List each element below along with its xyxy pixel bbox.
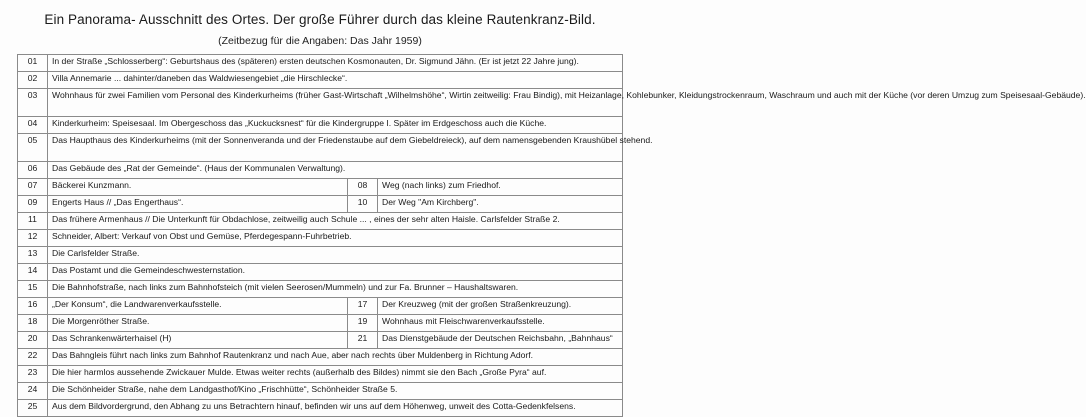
table-row <box>18 298 623 315</box>
table-row <box>18 89 623 117</box>
entry-number: 17 <box>348 298 378 315</box>
table-row <box>18 383 623 400</box>
entry-number: 14 <box>18 264 48 281</box>
entry-number: 24 <box>18 383 48 400</box>
entry-text: Die Schönheider Straße, nahe dem Landgasthof/Kino „Frischhütte“, Schönheider Straße 5. <box>48 383 623 400</box>
entry-number: 16 <box>18 298 48 315</box>
entry-number: 07 <box>18 179 48 196</box>
entry-text: Villa Annemarie ... dahinter/daneben das Waldwiesengebiet „die Hirschlecke“. <box>48 72 623 89</box>
table-row <box>18 400 623 417</box>
entry-number: 21 <box>348 332 378 349</box>
table-row <box>18 332 623 349</box>
entry-number: 06 <box>18 162 48 179</box>
legend-table <box>17 54 1086 417</box>
entry-number: 02 <box>18 72 48 89</box>
entry-text: Aus dem Bildvordergrund, den Abhang zu uns Betrachtern hinauf, befinden wir uns auf dem Höhenweg, unweit des Cotta-Gedenkfelsens. <box>48 400 623 417</box>
entry-number: 04 <box>18 117 48 134</box>
entry-text: Das Bahngleis führt nach links zum Bahnhof Rautenkranz und nach Aue, aber nach rechts über Muldenberg in Richtung Adorf. <box>48 349 623 366</box>
entry-number: 23 <box>18 366 48 383</box>
entry-text: Die Morgenröther Straße. <box>48 315 348 332</box>
entry-number: 12 <box>18 230 48 247</box>
entry-number: 03 <box>18 89 48 117</box>
entry-text: Die Carlsfelder Straße. <box>48 247 623 264</box>
entry-number: 10 <box>348 196 378 213</box>
entry-text: Kinderkurheim: Speisesaal. Im Obergeschoss das „Kuckucksnest“ für die Kindergruppe I. Später im Erdgeschoss auch die Küche. <box>48 117 623 134</box>
entry-text: Der Kreuzweg (mit der großen Straßenkreuzung). <box>378 298 623 315</box>
entry-number: 08 <box>348 179 378 196</box>
table-row <box>18 230 623 247</box>
entry-number: 13 <box>18 247 48 264</box>
table-row <box>18 196 623 213</box>
table-row <box>18 162 623 179</box>
table-row <box>18 55 623 72</box>
entry-number: 19 <box>348 315 378 332</box>
entry-text: „Der Konsum“, die Landwarenverkaufsstelle. <box>48 298 348 315</box>
entry-number: 18 <box>18 315 48 332</box>
entry-text: Die Bahnhofstraße, nach links zum Bahnhofsteich (mit vielen Seerosen/Mummeln) und zur Fa. Brunner – Haushaltswaren. <box>48 281 623 298</box>
table-row <box>18 72 623 89</box>
entry-text: Wohnhaus mit Fleischwarenverkaufsstelle. <box>378 315 623 332</box>
table-row <box>18 213 623 230</box>
entry-text: Die hier harmlos aussehende Zwickauer Mulde. Etwas weiter rechts (außerhalb des Bildes) nimmt sie den Bach „Große Pyra“ auf. <box>48 366 623 383</box>
table-row <box>18 281 623 298</box>
entry-number: 01 <box>18 55 48 72</box>
entry-text: Das frühere Armenhaus // Die Unterkunft für Obdachlose, zeitweilig auch Schule ... , eines der sehr alten Haisle. Carlsfelder Straße 2. <box>48 213 623 230</box>
entry-number: 11 <box>18 213 48 230</box>
entry-text: Das Schrankenwärterhaisel (H) <box>48 332 348 349</box>
entry-text: Das Gebäude des „Rat der Gemeinde“. (Haus der Kommunalen Verwaltung). <box>48 162 623 179</box>
table-row <box>18 134 623 162</box>
entry-text: Das Haupthaus des Kinderkurheims (mit der Sonnenveranda und der Friedenstaube auf dem Giebeldreieck), auf dem namensgebenden Kraushübel stehend. <box>48 134 623 162</box>
table-row <box>18 349 623 366</box>
table-row <box>18 179 623 196</box>
entry-number: 09 <box>18 196 48 213</box>
entry-text: Engerts Haus // „Das Engerthaus“. <box>48 196 348 213</box>
entry-text: Das Postamt und die Gemeindeschwesternstation. <box>48 264 623 281</box>
entry-text: Wohnhaus für zwei Familien vom Personal des Kinderkurheims (früher Gast-Wirtschaft „Wilhelmshöhe“, Wirtin zeitweilig: Frau Bindig), mit Heizanlage, Kohlebunker, Kleidungstrockenraum, Waschraum und auch mit der Küche (vor deren Umzug zum Speisesaal-Gebäude). <box>48 89 623 117</box>
entry-text: Das Dienstgebäude der Deutschen Reichsbahn, „Bahnhaus“ <box>378 332 623 349</box>
entry-text: Bäckerei Kunzmann. <box>48 179 348 196</box>
page-subtitle: (Zeitbezug für die Angaben: Das Jahr 1959) <box>218 35 422 47</box>
entry-number: 15 <box>18 281 48 298</box>
entry-number: 20 <box>18 332 48 349</box>
entry-number: 05 <box>18 134 48 162</box>
entry-number: 25 <box>18 400 48 417</box>
table-row <box>18 247 623 264</box>
table-row <box>18 366 623 383</box>
page-title: Ein Panorama- Ausschnitt des Ortes. Der große Führer durch das kleine Rautenkranz-Bild. <box>44 12 596 27</box>
table-row <box>18 117 623 134</box>
entry-text: Weg (nach links) zum Friedhof. <box>378 179 623 196</box>
entry-text: Schneider, Albert: Verkauf von Obst und Gemüse, Pferdegespann-Fuhrbetrieb. <box>48 230 623 247</box>
table-row <box>18 264 623 281</box>
entry-text: In der Straße „Schlosserberg“: Geburtshaus des (späteren) ersten deutschen Kosmonauten, Dr. Sigmund Jähn. (Er ist jetzt 22 Jahre jung). <box>48 55 623 72</box>
entry-number: 22 <box>18 349 48 366</box>
table-row <box>18 315 623 332</box>
entry-text: Der Weg "Am Kirchberg". <box>378 196 623 213</box>
